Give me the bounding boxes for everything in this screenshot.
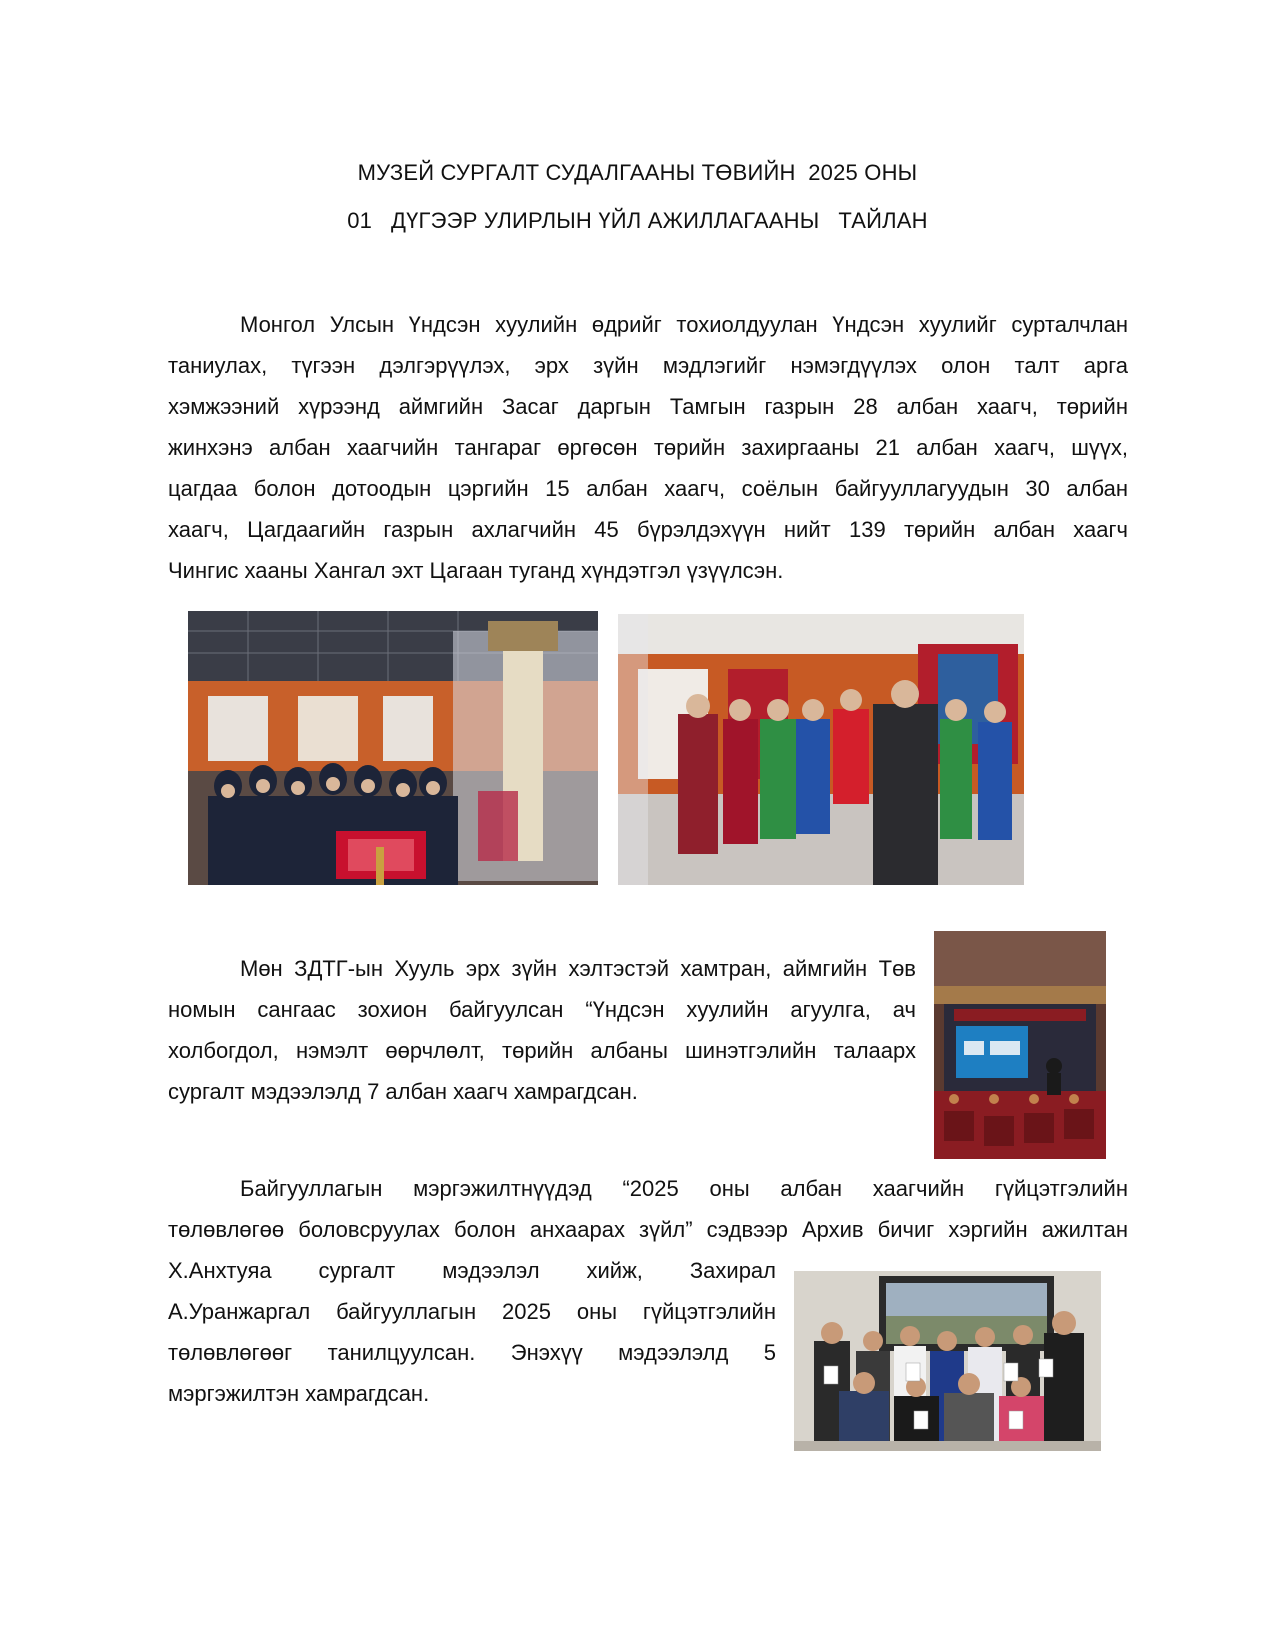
paragraph-3-line: төлөвлөгөөг танилцуулсан. Энэхүү мэдээлэлд 5: [168, 1340, 776, 1365]
paragraph-1-line: Чингис хааны Хангал эхт Цагаан туганд хүндэтгэл үзүүлсэн.: [168, 558, 784, 583]
report-title-line-1: МУЗЕЙ СУРГАЛТ СУДАЛГААНЫ ТӨВИЙН 2025 ОНЫ: [357, 160, 918, 185]
report-title-line-2: 01 ДҮГЭЭР УЛИРЛЫН ҮЙЛ АЖИЛЛАГААНЫ ТАЙЛАН: [347, 208, 928, 233]
paragraph-1-line: Монгол Улсын Үндсэн хуулийн өдрийг тохиолдуулан Үндсэн хуулийг сурталчлан: [240, 312, 1128, 337]
paragraph-2-line: номын сангаас зохион байгуулсан “Үндсэн хуулийн агуулга, ач: [168, 997, 916, 1022]
photo-officers-at-museum: [188, 611, 598, 885]
photo-traditional-dress-group: [618, 614, 1024, 885]
paragraph-1-line: хаагч, Цагдаагийн газрын ахлагчийн 45 бүрэлдэхүүн нийт 139 төрийн албан хаагч: [168, 517, 1128, 542]
paragraph-3-line: Байгууллагын мэргэжилтнүүдэд “2025 оны албан хаагчийн гүйцэтгэлийн: [240, 1176, 1128, 1201]
paragraph-2-line: холбогдол, нэмэлт өөрчлөлт, төрийн албаны шинэтгэлийн талаарх: [168, 1038, 916, 1063]
paragraph-2-line: Мөн ЗДТГ-ын Хууль эрх зүйн хэлтэстэй хамтран, аймгийн Төв: [240, 956, 916, 981]
paragraph-1-line: цагдаа болон дотоодын цэргийн 15 албан хаагч, соёлын байгууллагуудын 30 албан: [168, 476, 1128, 501]
paragraph-3-continued: [168, 1250, 776, 1414]
paragraph-3-line: төлөвлөгөө боловсруулах болон анхаарах зүйл” сэдвээр Архив бичиг хэргийн ажилтан: [168, 1217, 1128, 1242]
paragraph-1-line: хэмжээний хүрээнд аймгийн Засаг даргын Тамгын газрын 28 албан хаагч, төрийн: [168, 394, 1128, 419]
photo-training-hall: [934, 931, 1106, 1159]
paragraph-3-line: Х.Анхтуяа сургалт мэдээлэл хийж, Захирал: [168, 1258, 776, 1283]
paragraph-2: [168, 948, 916, 1112]
paragraph-3: [168, 1168, 1128, 1250]
paragraph-1: [168, 304, 1128, 591]
paragraph-2-line: сургалт мэдээлэлд 7 албан хаагч хамрагдсан.: [168, 1079, 638, 1104]
paragraph-1-line: таниулах, түгээн дэлгэрүүлэх, эрх зүйн мэдлэгийг нэмэгдүүлэх олон талт арга: [168, 353, 1128, 378]
photo-staff-group: [794, 1271, 1101, 1451]
paragraph-3-line: мэргэжилтэн хамрагдсан.: [168, 1381, 430, 1406]
paragraph-1-line: жинхэнэ албан хаагчийн тангараг өргөсөн төрийн захиргааны 21 албан хаагч, шүүх,: [168, 435, 1128, 460]
paragraph-3-line: А.Уранжаргал байгууллагын 2025 оны гүйцэтгэлийн: [168, 1299, 776, 1324]
